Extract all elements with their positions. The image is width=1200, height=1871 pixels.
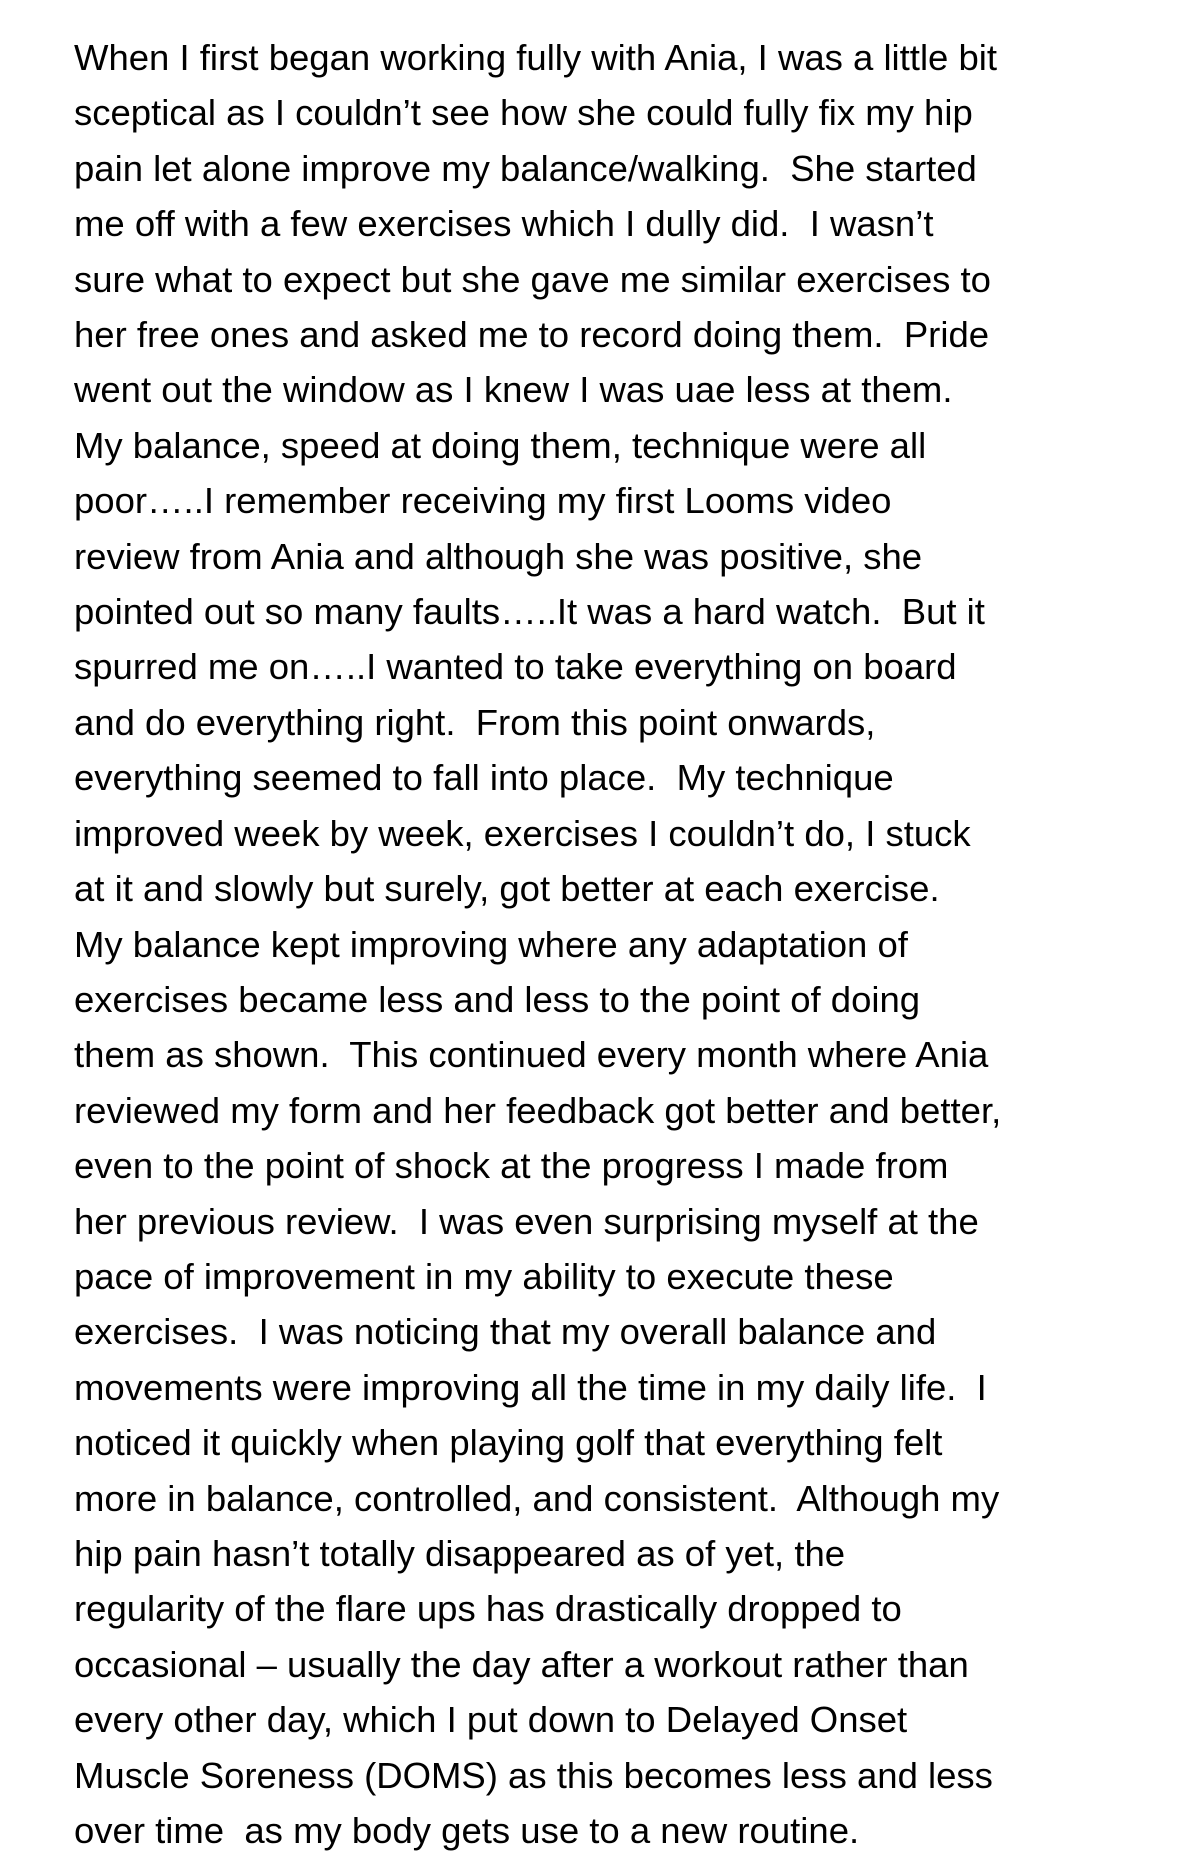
text-line: and do everything right. From this point onwards, (74, 701, 876, 743)
text-line: My balance kept improving where any adaptation of (74, 923, 908, 965)
text-line: me off with a few exercises which I dully did. I wasn’t (74, 203, 934, 245)
text-line: spurred me on…..I wanted to take everything on board (74, 646, 957, 688)
text-line: pain let alone improve my balance/walking. She started (74, 147, 977, 189)
text-line: poor…..I remember receiving my first Looms video (74, 480, 892, 522)
text-line: Muscle Soreness (DOMS) as this becomes less and less (74, 1754, 993, 1796)
text-line: sure what to expect but she gave me similar exercises to (74, 258, 991, 300)
text-line: every other day, which I put down to Delayed Onset (74, 1699, 908, 1741)
text-line: exercises became less and less to the point of doing (74, 978, 921, 1020)
text-line: occasional – usually the day after a workout rather than (74, 1643, 969, 1685)
text-line: movements were improving all the time in my daily life. I (74, 1366, 987, 1408)
text-line: her previous review. I was even surprising myself at the (74, 1200, 979, 1242)
text-line: improved week by week, exercises I couldn’t do, I stuck (74, 812, 971, 854)
text-line: over time as my body gets use to a new routine. (74, 1810, 860, 1851)
text-line: review from Ania and although she was positive, she (74, 535, 923, 577)
text-line: reviewed my form and her feedback got better and better, (74, 1089, 1002, 1131)
text-line: pointed out so many faults…..It was a hard watch. But it (74, 591, 985, 633)
text-line: at it and slowly but surely, got better at each exercise. (74, 868, 940, 910)
text-line: everything seemed to fall into place. My technique (74, 757, 894, 799)
text-line: My balance, speed at doing them, technique were all (74, 424, 927, 466)
text-line: regularity of the flare ups has drastically dropped to (74, 1588, 902, 1630)
text-line: noticed it quickly when playing golf that everything felt (74, 1422, 943, 1464)
text-line: them as shown. This continued every month where Ania (74, 1034, 989, 1076)
text-line: When I first began working fully with Ania, I was a little bit (74, 37, 998, 78)
text-line: hip pain hasn’t totally disappeared as of yet, the (74, 1532, 846, 1574)
text-line: exercises. I was noticing that my overall balance and (74, 1311, 937, 1353)
text-line: went out the window as I knew I was uae less at them. (74, 369, 953, 411)
text-line: more in balance, controlled, and consistent. Although my (74, 1477, 1000, 1519)
text-line: even to the point of shock at the progress I made from (74, 1145, 949, 1187)
text-line: sceptical as I couldn’t see how she could fully fix my hip (74, 92, 973, 134)
text-line: pace of improvement in my ability to execute these (74, 1255, 894, 1297)
testimonial-text (74, 30, 1184, 1858)
text-line: her free ones and asked me to record doing them. Pride (74, 314, 990, 356)
